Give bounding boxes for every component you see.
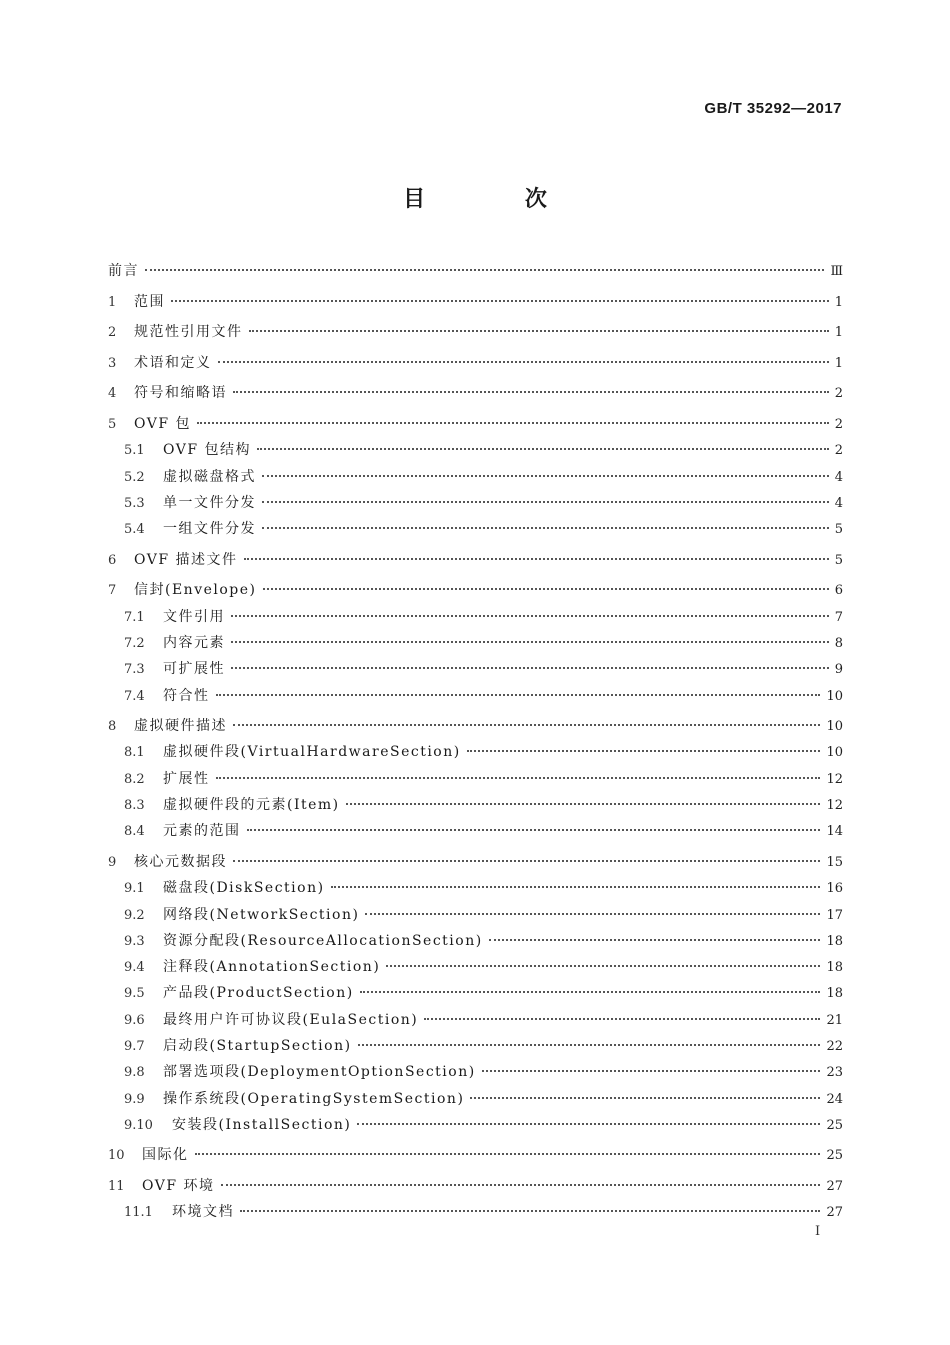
toc-label: 最终用户许可协议段(EulaSection) bbox=[163, 1011, 419, 1028]
toc-label: 启动段(StartupSection) bbox=[163, 1037, 352, 1054]
toc-label: 内容元素 bbox=[163, 634, 225, 651]
toc-number: 5.1 bbox=[124, 443, 145, 459]
toc-number: 9.5 bbox=[124, 986, 145, 1002]
toc-number: 8.3 bbox=[124, 798, 145, 814]
dot-leader bbox=[231, 641, 829, 643]
toc-page: 24 bbox=[826, 1091, 843, 1107]
toc-number: 9.2 bbox=[124, 907, 145, 923]
toc-label: 规范性引用文件 bbox=[134, 324, 243, 341]
toc-entry-3[interactable] bbox=[108, 354, 843, 373]
toc-entry-9-1[interactable] bbox=[108, 879, 843, 898]
toc-label: 文件引用 bbox=[163, 608, 225, 625]
toc-entry-7[interactable] bbox=[108, 581, 843, 600]
toc-number: 7 bbox=[108, 583, 117, 599]
dot-leader bbox=[216, 777, 821, 779]
toc-number: 11.1 bbox=[124, 1205, 153, 1221]
toc-label: 核心元数据段 bbox=[134, 853, 227, 870]
toc-page: 1 bbox=[834, 325, 843, 341]
toc-label: 范围 bbox=[134, 293, 165, 310]
toc-label: 资源分配段(ResourceAllocationSection) bbox=[163, 932, 483, 949]
toc-number: 5 bbox=[108, 416, 117, 432]
toc-page: 4 bbox=[834, 495, 843, 511]
toc-page: 2 bbox=[834, 416, 843, 432]
toc-label: 可扩展性 bbox=[163, 661, 225, 678]
toc-entry-7-2[interactable] bbox=[108, 634, 843, 653]
dot-leader bbox=[482, 1070, 821, 1072]
toc-number: 1 bbox=[108, 294, 117, 310]
dot-leader bbox=[358, 1044, 821, 1046]
toc-label: 符号和缩略语 bbox=[134, 385, 227, 402]
dot-leader bbox=[231, 615, 829, 617]
dot-leader bbox=[467, 750, 821, 752]
toc-page: 12 bbox=[826, 798, 843, 814]
toc-page: 6 bbox=[834, 583, 843, 599]
toc-number: 5.2 bbox=[124, 469, 145, 485]
toc-label: 元素的范围 bbox=[163, 823, 241, 840]
toc-label: 扩展性 bbox=[163, 770, 210, 787]
toc-entry-5-3[interactable] bbox=[108, 494, 843, 513]
toc-number: 7.1 bbox=[124, 609, 145, 625]
toc-entry-8-4[interactable] bbox=[108, 822, 843, 841]
toc-page: 12 bbox=[826, 771, 843, 787]
toc-entry-8-2[interactable] bbox=[108, 770, 843, 789]
toc-label: OVF 包 bbox=[134, 415, 192, 432]
toc-page: 14 bbox=[826, 824, 843, 840]
toc-page: 2 bbox=[834, 443, 843, 459]
toc-label: 虚拟硬件段(VirtualHardwareSection) bbox=[163, 744, 461, 761]
toc-label: 术语和定义 bbox=[134, 354, 212, 371]
toc-entry-9-6[interactable] bbox=[108, 1011, 843, 1030]
table-of-contents bbox=[108, 262, 843, 1222]
toc-entry-9-8[interactable] bbox=[108, 1063, 843, 1082]
toc-label: 环境文档 bbox=[172, 1204, 234, 1221]
toc-number: 3 bbox=[108, 355, 117, 371]
toc-number: 7.3 bbox=[124, 662, 145, 678]
toc-entry-9-10[interactable] bbox=[108, 1116, 843, 1135]
toc-page: 4 bbox=[834, 469, 843, 485]
toc-number: 11 bbox=[108, 1179, 125, 1195]
dot-leader bbox=[244, 558, 829, 560]
toc-page: 10 bbox=[826, 719, 843, 735]
toc-entry-7-4[interactable] bbox=[108, 687, 843, 706]
toc-page: Ⅲ bbox=[830, 264, 843, 279]
toc-number: 8.1 bbox=[124, 745, 145, 761]
toc-page: 18 bbox=[826, 960, 843, 976]
toc-label: 部署选项段(DeploymentOptionSection) bbox=[163, 1064, 476, 1081]
toc-label: 国际化 bbox=[142, 1147, 189, 1164]
toc-entry-9[interactable] bbox=[108, 853, 843, 872]
toc-page: 1 bbox=[834, 355, 843, 371]
dot-leader bbox=[489, 939, 821, 941]
toc-label: 信封(Envelope) bbox=[134, 582, 257, 599]
dot-leader bbox=[197, 422, 829, 424]
toc-page: 25 bbox=[826, 1148, 843, 1164]
toc-number: 2 bbox=[108, 325, 117, 341]
toc-number: 9.6 bbox=[124, 1012, 145, 1028]
toc-number: 10 bbox=[108, 1148, 125, 1164]
toc-entry-9-4[interactable] bbox=[108, 958, 843, 977]
toc-number: 4 bbox=[108, 386, 117, 402]
dot-leader bbox=[262, 527, 829, 529]
toc-entry-9-9[interactable] bbox=[108, 1090, 843, 1109]
toc-label: 操作系统段(OperatingSystemSection) bbox=[163, 1090, 465, 1107]
toc-page: 23 bbox=[826, 1065, 843, 1081]
dot-leader bbox=[249, 330, 829, 332]
dot-leader bbox=[424, 1018, 820, 1020]
toc-page: 27 bbox=[826, 1205, 843, 1221]
toc-entry-10[interactable] bbox=[108, 1146, 843, 1165]
toc-number: 9 bbox=[108, 854, 117, 870]
toc-label: 前言 bbox=[108, 263, 139, 279]
toc-label: 符合性 bbox=[163, 687, 210, 704]
toc-number: 9.1 bbox=[124, 881, 145, 897]
toc-page: 21 bbox=[826, 1012, 843, 1028]
dot-leader bbox=[145, 269, 824, 271]
toc-page: 16 bbox=[826, 881, 843, 897]
toc-page: 7 bbox=[834, 609, 843, 625]
toc-page: 1 bbox=[834, 294, 843, 310]
toc-label: 虚拟硬件段的元素(Item) bbox=[163, 797, 340, 814]
toc-number: 9.8 bbox=[124, 1065, 145, 1081]
toc-page: 5 bbox=[834, 522, 843, 538]
dot-leader bbox=[233, 391, 829, 393]
dot-leader bbox=[357, 1123, 820, 1125]
toc-number: 9.9 bbox=[124, 1091, 145, 1107]
toc-page: 2 bbox=[834, 386, 843, 402]
dot-leader bbox=[262, 475, 829, 477]
dot-leader bbox=[231, 667, 829, 669]
toc-entry-8-1[interactable] bbox=[108, 743, 843, 762]
toc-entry-9-2[interactable] bbox=[108, 906, 843, 925]
dot-leader bbox=[216, 694, 821, 696]
toc-label: 注释段(AnnotationSection) bbox=[163, 959, 381, 976]
toc-number: 5.4 bbox=[124, 522, 145, 538]
toc-label: 产品段(ProductSection) bbox=[163, 985, 354, 1002]
dot-leader bbox=[218, 361, 829, 363]
dot-leader bbox=[233, 860, 820, 862]
dot-leader bbox=[171, 300, 829, 302]
toc-entry-foreword[interactable] bbox=[108, 262, 843, 281]
toc-entry-8-3[interactable] bbox=[108, 796, 843, 815]
toc-page: 9 bbox=[834, 662, 843, 678]
toc-label: 网络段(NetworkSection) bbox=[163, 906, 360, 923]
dot-leader bbox=[331, 886, 821, 888]
dot-leader bbox=[195, 1153, 821, 1155]
toc-page: 27 bbox=[826, 1179, 843, 1195]
toc-entry-4[interactable] bbox=[108, 384, 843, 403]
toc-entry-8[interactable] bbox=[108, 717, 843, 736]
toc-entry-9-5[interactable] bbox=[108, 984, 843, 1003]
toc-page: 10 bbox=[826, 745, 843, 761]
toc-label: 安装段(InstallSection) bbox=[172, 1116, 352, 1133]
toc-label: 虚拟磁盘格式 bbox=[163, 468, 256, 485]
toc-number: 8 bbox=[108, 719, 117, 735]
toc-entry-7-3[interactable] bbox=[108, 660, 843, 679]
toc-label: 单一文件分发 bbox=[163, 494, 256, 511]
toc-page: 15 bbox=[826, 854, 843, 870]
toc-number: 8.4 bbox=[124, 824, 145, 840]
toc-entry-9-7[interactable] bbox=[108, 1037, 843, 1056]
toc-number: 9.10 bbox=[124, 1117, 153, 1133]
toc-entry-11[interactable] bbox=[108, 1177, 843, 1196]
page-number: I bbox=[815, 1224, 821, 1239]
toc-page: 5 bbox=[834, 552, 843, 568]
dot-leader bbox=[262, 501, 829, 503]
toc-page: 8 bbox=[834, 635, 843, 651]
dot-leader bbox=[257, 448, 829, 450]
toc-page: 17 bbox=[826, 907, 843, 923]
toc-entry-1[interactable] bbox=[108, 293, 843, 312]
toc-entry-9-3[interactable] bbox=[108, 932, 843, 951]
dot-leader bbox=[346, 803, 821, 805]
toc-entry-2[interactable] bbox=[108, 323, 843, 342]
toc-number: 9.3 bbox=[124, 933, 145, 949]
toc-label: 磁盘段(DiskSection) bbox=[163, 880, 325, 897]
toc-number: 7.2 bbox=[124, 635, 145, 651]
toc-page: 18 bbox=[826, 986, 843, 1002]
toc-number: 5.3 bbox=[124, 495, 145, 511]
dot-leader bbox=[470, 1097, 820, 1099]
toc-page: 25 bbox=[826, 1117, 843, 1133]
toc-page: 18 bbox=[826, 933, 843, 949]
toc-label: OVF 包结构 bbox=[163, 442, 252, 459]
dot-leader bbox=[365, 913, 820, 915]
toc-label: 虚拟硬件描述 bbox=[134, 718, 227, 735]
toc-entry-5-4[interactable] bbox=[108, 520, 843, 539]
toc-page: 10 bbox=[826, 688, 843, 704]
toc-number: 9.4 bbox=[124, 960, 145, 976]
toc-number: 7.4 bbox=[124, 688, 145, 704]
dot-leader bbox=[240, 1210, 820, 1212]
dot-leader bbox=[247, 829, 821, 831]
dot-leader bbox=[233, 724, 820, 726]
toc-entry-11-1[interactable] bbox=[108, 1203, 843, 1222]
toc-page: 22 bbox=[826, 1038, 843, 1054]
toc-label: 一组文件分发 bbox=[163, 521, 256, 538]
toc-number: 9.7 bbox=[124, 1038, 145, 1054]
dot-leader bbox=[221, 1184, 821, 1186]
toc-entry-5-1[interactable] bbox=[108, 441, 843, 460]
dot-leader bbox=[263, 588, 829, 590]
toc-entry-6[interactable] bbox=[108, 551, 843, 570]
dot-leader bbox=[386, 965, 820, 967]
standard-code: GB/T 35292—2017 bbox=[704, 100, 842, 117]
toc-entry-5-2[interactable] bbox=[108, 468, 843, 487]
toc-label: OVF 环境 bbox=[142, 1178, 215, 1195]
toc-label: OVF 描述文件 bbox=[134, 551, 238, 568]
toc-number: 6 bbox=[108, 552, 117, 568]
toc-entry-5[interactable] bbox=[108, 415, 843, 434]
page-title: 目 次 bbox=[403, 187, 593, 212]
toc-number: 8.2 bbox=[124, 771, 145, 787]
dot-leader bbox=[360, 991, 821, 993]
toc-entry-7-1[interactable] bbox=[108, 608, 843, 627]
